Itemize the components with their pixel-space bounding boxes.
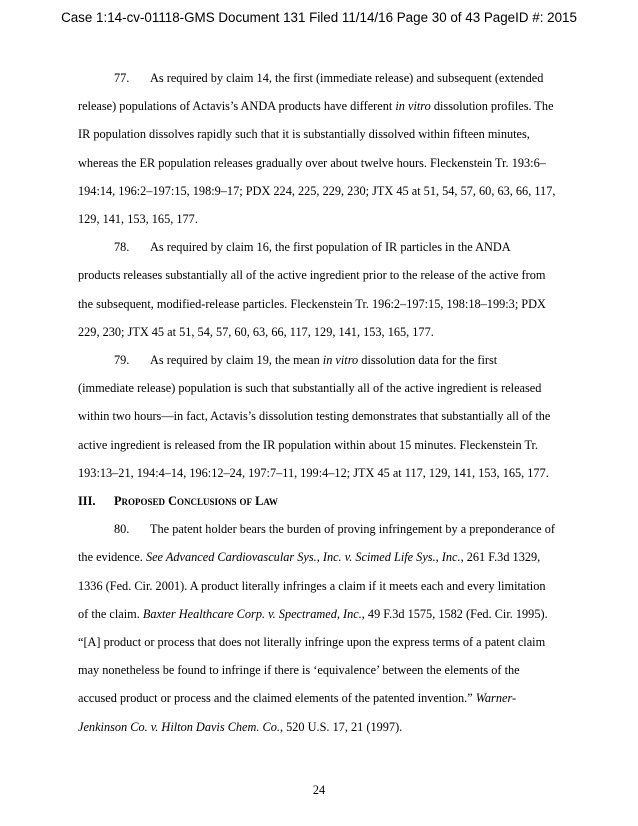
paragraph-77-text-1: As required by claim 14, the first (immediate release) and subsequent (extended (150, 71, 544, 85)
section-heading (78, 487, 562, 515)
paragraph-77-number: 77. (114, 71, 130, 85)
section-heading-title: Proposed Conclusions of Law (114, 494, 278, 509)
document-body (78, 64, 562, 741)
paragraph-80-line-5: “[A] product or process that does not literally infringe upon the express terms of a patent claim (78, 635, 546, 650)
case-header: Case 1:14-cv-01118-GMS Document 131 Filed 11/14/16 Page 30 of 43 PageID #: 2015 (61, 10, 577, 25)
paragraph-77-italic-2: in vitro (395, 99, 431, 114)
paragraph-77-line-6: 129, 141, 153, 165, 177. (78, 212, 198, 227)
paragraph-78-line-4: 229, 230; JTX 45 at 51, 54, 57, 60, 63, 66, 117, 129, 141, 153, 165, 177. (78, 324, 434, 339)
paragraph-79-line-4: active ingredient is released from the IR population within about 15 minutes. Fleckenstein Tr. (78, 437, 539, 452)
paragraph-80-line-7 (78, 684, 562, 712)
paragraph-80-line-4 (78, 600, 562, 628)
paragraph-78 (78, 233, 562, 346)
paragraph-80-line-6: may nonetheless be found to infringe if there is ‘equivalence’ between the elements of the (78, 663, 520, 678)
paragraph-79 (78, 346, 562, 487)
paragraph-80-text-8b: , 520 U.S. 17, 21 (1997). (279, 719, 403, 734)
paragraph-80-line-2 (78, 543, 562, 571)
paragraph-80-text-2a: the evidence. (78, 550, 146, 565)
paragraph-77-text-2b: dissolution profiles. The (430, 99, 554, 114)
paragraph-80-text-4a: of the claim. (78, 606, 143, 621)
paragraph-79-line-2: (immediate release) population is such that substantially all of the active ingredient is released (78, 381, 542, 396)
section-heading-number: III. (78, 494, 96, 509)
paragraph-80-citation-3b: Jenkinson Co. v. Hilton Davis Chem. Co. (78, 719, 280, 734)
paragraph-78-line-1 (78, 233, 562, 261)
paragraph-77-line-5: 194:14, 196:2–197:15, 198:9–17; PDX 224, 225, 229, 230; JTX 45 at 51, 54, 57, 60, 63, 66, 117, (78, 183, 556, 198)
paragraph-78-number: 78. (114, 240, 130, 255)
paragraph-80-line-3: 1336 (Fed. Cir. 2001). A product literally infringes a claim if it meets each and every limitation (78, 578, 546, 593)
paragraph-80-line-8 (78, 713, 562, 741)
paragraph-80-line-1 (78, 515, 562, 543)
paragraph-79-line-3: within two hours—in fact, Actavis’s dissolution testing demonstrates that substantially all of the (78, 409, 551, 424)
paragraph-77-text-2a: release) populations of Actavis’s ANDA products have different (78, 99, 396, 114)
paragraph-80-citation-2: Baxter Healthcare Corp. v. Spectramed, Inc. (142, 606, 362, 621)
paragraph-80-number: 80. (114, 522, 130, 537)
paragraph-79-italic-1: in vitro (322, 353, 359, 368)
paragraph-80 (78, 515, 562, 741)
paragraph-77-line-1 (78, 64, 562, 92)
paragraph-77-line-4: whereas the ER population releases gradually over about twelve hours. Fleckenstein Tr. 193:6– (78, 155, 546, 170)
paragraph-80-text-2b: , 261 F.3d 1329, (460, 550, 541, 565)
paragraph-79-line-5: 193:13–21, 194:4–14, 196:12–24, 197:7–11, 199:4–12; JTX 45 at 117, 129, 141, 153, 165, 177. (78, 465, 549, 480)
page-number: 24 (312, 783, 326, 797)
paragraph-78-line-2: products releases substantially all of the active ingredient prior to the release of the active from (78, 268, 546, 283)
paragraph-80-text-7a: accused product or process and the claimed elements of the patented invention.” (78, 691, 476, 706)
paragraph-79-text-1b: dissolution data for the first (358, 353, 498, 368)
paragraph-80-text-4b: , 49 F.3d 1575, 1582 (Fed. Cir. 1995). (361, 606, 548, 621)
paragraph-80-citation-3a: Warner- (475, 691, 517, 706)
paragraph-78-text-1: As required by claim 16, the first population of IR particles in the ANDA (150, 240, 511, 255)
paragraph-77 (78, 64, 562, 233)
paragraph-77-line-3: IR population dissolves rapidly such that it is substantially dissolved within fifteen minutes, (78, 127, 530, 142)
paragraph-79-line-1 (78, 346, 562, 374)
paragraph-79-text-1a: As required by claim 19, the mean (150, 353, 323, 368)
paragraph-80-text-1: The patent holder bears the burden of proving infringement by a preponderance of (150, 522, 555, 537)
paragraph-77-line-2 (78, 92, 562, 120)
paragraph-80-citation-1: See Advanced Cardiovascular Sys., Inc. v. Scimed Life Sys., Inc. (145, 550, 461, 565)
paragraph-78-line-3: the subsequent, modified-release particles. Fleckenstein Tr. 196:2–197:15, 198:18–199:3; PDX (78, 296, 546, 311)
paragraph-79-number: 79. (114, 353, 130, 368)
